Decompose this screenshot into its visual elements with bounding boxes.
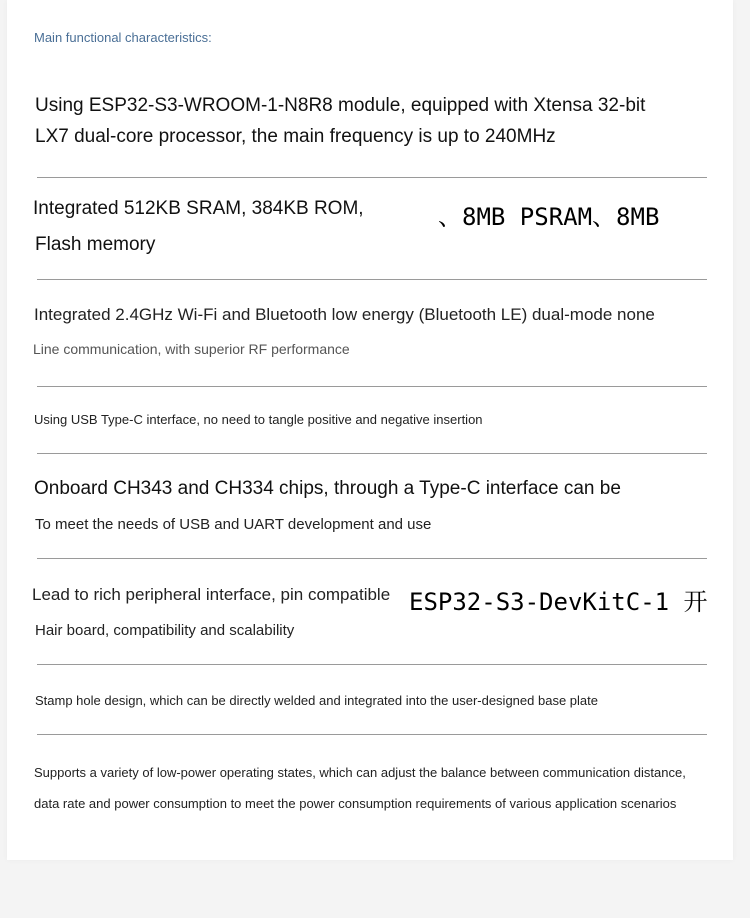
feature-4: Using USB Type-C interface, no need to tangle positive and negative insertion (34, 412, 483, 427)
divider (37, 558, 707, 559)
feature-6-line-1: Lead to rich peripheral interface, pin compatible (32, 585, 391, 604)
feature-5-line-1: Onboard CH343 and CH334 chips, through a Type-C interface can be (34, 478, 621, 499)
divider (37, 734, 707, 735)
feature-2-memory-text: 、8MB PSRAM、8MB (438, 203, 660, 231)
feature-7: Stamp hole design, which can be directly welded and integrated into the user-designed base plate (35, 693, 598, 708)
feature-1-line-1: Using ESP32-S3-WROOM-1-N8R8 module, equipped with Xtensa 32-bit (35, 95, 646, 116)
feature-2-line-1: Integrated 512KB SRAM, 384KB ROM, (33, 198, 364, 219)
feature-5-line-2: To meet the needs of USB and UART development and use (35, 516, 432, 533)
feature-3-line-1: Integrated 2.4GHz Wi-Fi and Bluetooth low energy (Bluetooth LE) dual-mode none (34, 305, 655, 324)
feature-8-line-2: data rate and power consumption to meet the power consumption requirements of various application scenarios (34, 796, 677, 811)
feature-6-line-2: Hair board, compatibility and scalability (35, 622, 295, 639)
divider (37, 279, 707, 280)
divider (37, 453, 707, 454)
divider (37, 386, 707, 387)
divider (37, 177, 707, 178)
section-heading: Main functional characteristics: (34, 30, 212, 45)
feature-3-line-2: Line communication, with superior RF performance (33, 341, 350, 357)
feature-8-line-1: Supports a variety of low-power operating states, which can adjust the balance between communication distance, (34, 765, 686, 780)
feature-1-line-2: LX7 dual-core processor, the main frequency is up to 240MHz (35, 126, 556, 147)
feature-2-line-2: Flash memory (35, 234, 156, 255)
feature-6-devkit-text: ESP32-S3-DevKitC-1 开 (409, 588, 708, 616)
divider (37, 664, 707, 665)
